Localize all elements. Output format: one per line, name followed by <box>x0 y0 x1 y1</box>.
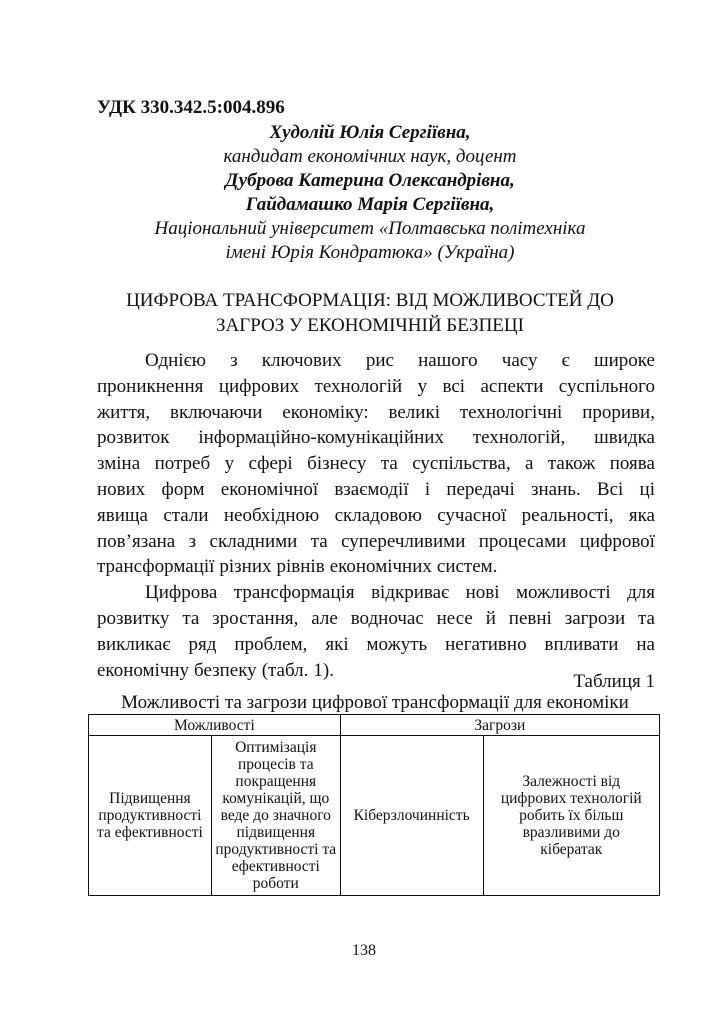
paragraph-line: пов’язана з складними та суперечливими процесами цифрової <box>97 530 655 552</box>
paragraph-line: розвиток інформаційно-комунікаційних технологій, швидка <box>97 427 655 449</box>
affiliation: імені Юрія Кондратюка» (Україна) <box>225 242 515 263</box>
paragraph-line: нових форм економічної взаємодії і передачі знань. Всі ці <box>97 478 655 500</box>
table-cell: Оптимізація процесів та покращення комунікацій, що веде до значного підвищення продуктивності та ефективності роботи <box>211 736 340 896</box>
paragraph-line: життя, включаючи економіку: великі технологічні прориви, <box>97 401 655 423</box>
paragraph-line: розвитку та зростання, але водночас несе й певні загрози та <box>97 607 655 629</box>
table-cell: Кіберзлочинність <box>340 736 483 896</box>
author-name: Гайдамашко Марія Сергіївна, <box>245 194 495 215</box>
opportunities-threats-table <box>88 714 660 896</box>
table-number: Таблиця 1 <box>573 671 655 692</box>
author-name: Худолій Юлія Сергіївна, <box>269 122 471 143</box>
page-number: 138 <box>352 942 376 959</box>
udk-code: УДК 330.342.5:004.896 <box>97 97 285 118</box>
title-line: ЗАГРОЗ У ЕКОНОМІЧНІЙ БЕЗПЕЦІ <box>216 315 524 336</box>
paragraph-line: зміна потреб у сфері бізнесу та суспільства, а також поява <box>97 453 655 475</box>
paragraph-line: Цифрова трансформація відкриває нові можливості для <box>145 582 655 604</box>
table-caption: Можливості та загрози цифрової трансформації для економіки <box>121 692 629 713</box>
author-name: Дуброва Катерина Олександрівна, <box>225 170 515 191</box>
paragraph-line: трансформації різних рівнів економічних систем. <box>97 556 498 578</box>
table-cell: Залежності від цифрових технологій робить їх більш вразливими до кібератак <box>483 736 659 896</box>
paragraph-line: викликає ряд проблем, які можуть негативно впливати на <box>97 633 655 655</box>
author-block <box>90 121 650 265</box>
paragraph-line: Однією з ключових рис нашого часу є широке <box>145 350 655 371</box>
paragraph-line: явища стали необхідною складовою сучасної реальності, яка <box>97 504 655 526</box>
paragraph-line: проникнення цифрових технологій у всі аспекти суспільного <box>97 375 655 397</box>
article-body <box>97 348 655 683</box>
header-opportunities: Можливості <box>89 715 341 736</box>
paragraph-line: економічну безпеку (табл. 1). <box>97 659 334 681</box>
article-title <box>90 288 650 338</box>
affiliation: Національний університет «Полтавська політехніка <box>154 218 586 239</box>
header-threats: Загрози <box>340 715 659 736</box>
author-degree: кандидат економічних наук, доцент <box>223 146 517 167</box>
title-line: ЦИФРОВА ТРАНСФОРМАЦІЯ: ВІД МОЖЛИВОСТЕЙ ДО <box>126 290 614 311</box>
table-cell: Підвищення продуктивності та ефективності <box>89 736 212 896</box>
